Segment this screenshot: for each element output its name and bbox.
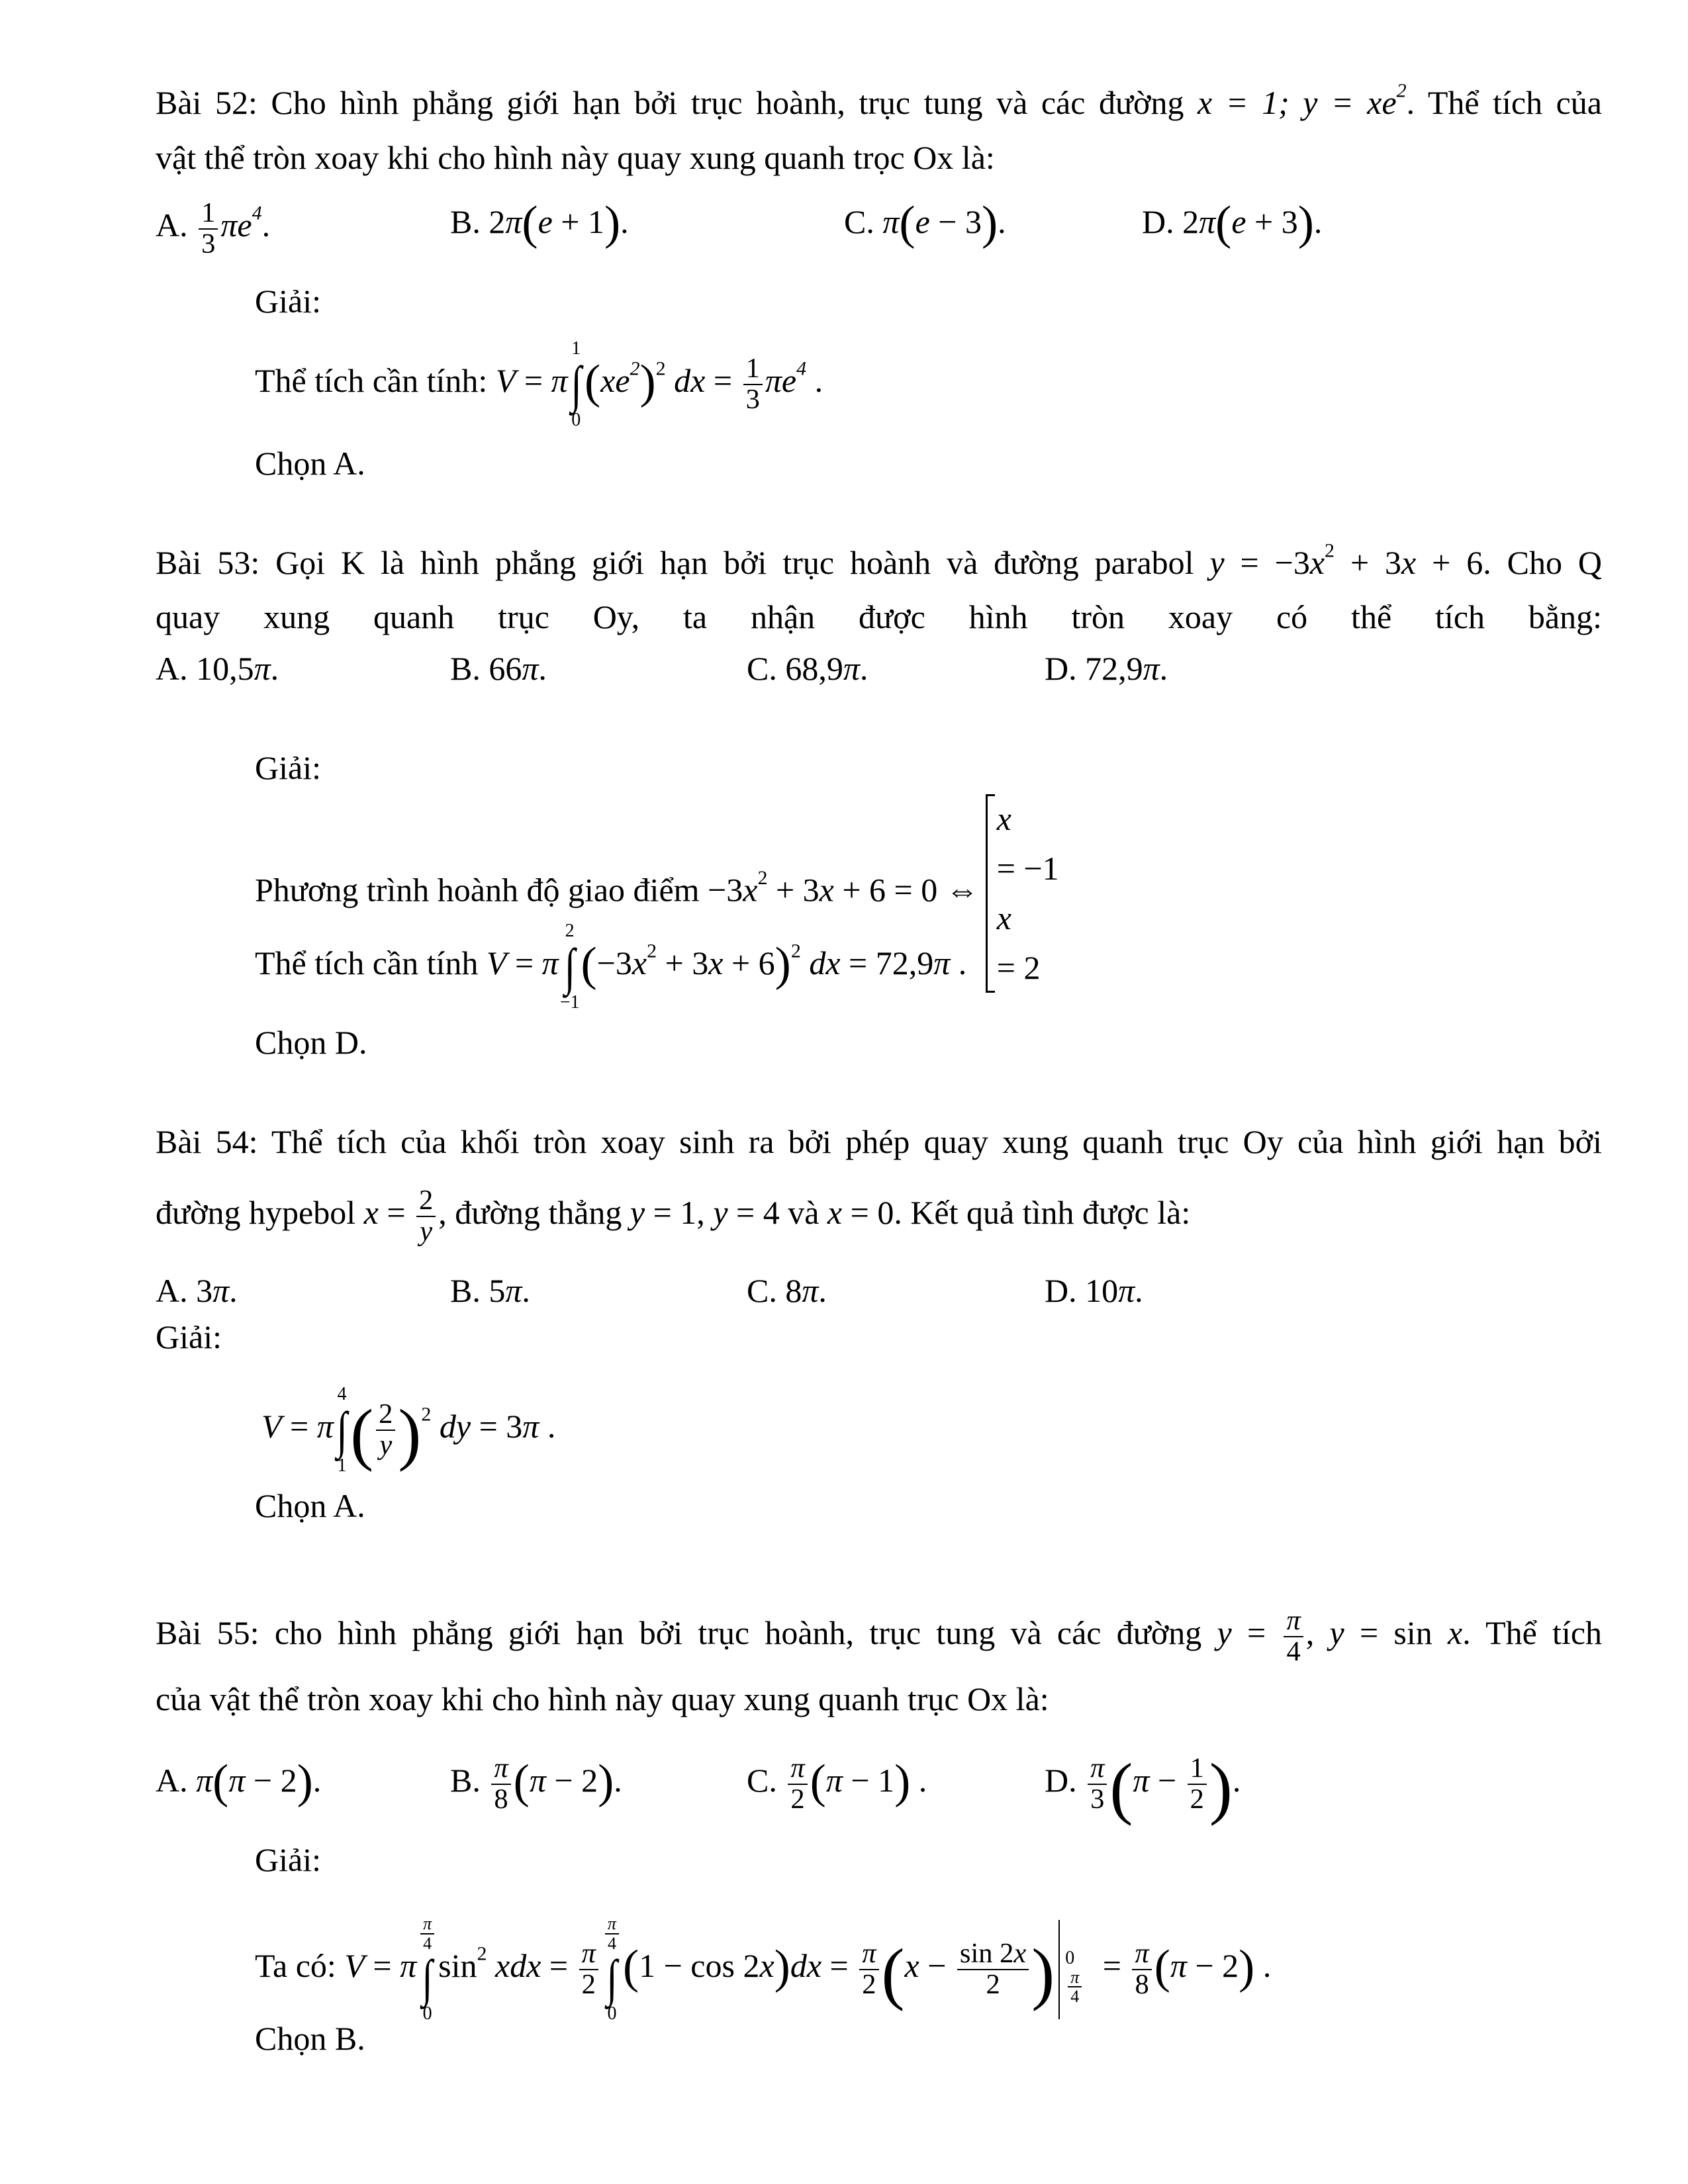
b55-title: Bài 55: [156,1614,259,1651]
b53-solution-2: Thể tích cần tính V = π 2 ∫ −1 $(-3x^2 + 3x + 6)^2$ dx = 72,9π . [255,920,967,1013]
b53-line2: quay xung quanh trục Oy, ta nhận được hình tròn xoay có thể tích bằng: [156,598,1602,635]
b53-answer: Chọn D. [255,1024,367,1061]
b52-line2: vật thể tròn xoay khi cho hình này quay xung quanh trọc Ox là: [156,139,995,176]
b52-curves: x = 1; $y = xe^2$ [1197,79,1407,121]
b52-title: Bài 52: [156,84,258,121]
b55-answer: Chọn B. [255,2020,365,2057]
b54-line1: Bài 54: Thể tích của khối tròn xoay sinh ra bởi phép quay xung quanh trục Oy của hình giới hạn bởi [156,1123,1602,1160]
b52-solution: Thể tích cần tính: V = π 1 ∫ 0 $(xe^2)^2$ dx = $\frac{1}{3}$ $\pi e^4$ . [255,338,823,430]
b54-giai: Giải: [156,1318,222,1355]
b53-system: x = −1 x = 2 [986,794,1059,993]
b52-answer: Chọn A. [255,445,365,482]
b52-line1: Bài 52: Cho hình phẳng giới hạn bởi trục hoành, trục tung và các đường x = 1; $y = xe^2$. Thể tích của [156,79,1602,121]
b53-option-d: D. 72,9π. [1045,650,1168,687]
b54-title: Bài 54: [156,1123,258,1160]
b54-option-a: A. 3π. [156,1272,238,1309]
b55-line2: của vật thể tròn xoay khi cho hình này quay xung quanh trục Ox là: [156,1680,1049,1717]
b55-eval-bar: $\frac{\pi}{4}$ 0 [1058,1920,1094,2019]
b55-option-c: C. $\frac{\pi}{2}$ (π − 1) . [747,1752,927,1815]
b55-option-b: B. $\frac{\pi}{8}$ (π − 2). [450,1752,622,1815]
b54-line2: đường hypebol x = $\frac{2}{y}$ , đường thẳng y = 1, y = 4 và x = 0. Kết quả tình được là: [156,1184,1191,1247]
b53-giai: Giải: [255,749,321,786]
b53-option-b: B. 66π. [450,650,547,687]
b52-option-a: A. $\frac{1}{3}$ $\pi e^4$. [156,197,271,259]
b53-option-a: A. 10,5π. [156,650,279,687]
b54-option-d: D. 10π. [1045,1272,1143,1309]
b52-option-c: C. π(e − 3). [844,195,1006,250]
b52-giai: Giải: [255,283,321,320]
b52-option-b: B. 2π(e + 1). [450,195,629,250]
b53-solution-1: Phương trình hoành độ giao điểm $-3x^2 + 3x + 6 = 0$ ⇔ x = −1 x = 2 [255,794,1602,993]
b54-option-c: C. 8π. [747,1272,827,1309]
b55-giai: Giải: [255,1841,321,1878]
b55-option-a: A. π(π − 2). [156,1754,322,1808]
b54-solution: V = π 4 ∫ 1 ( $\frac{2}{y}$ )$^2$ dy = 3π . [261,1383,556,1476]
b53-parabol: y [1209,544,1225,581]
b53-line1: Bài 53: Gọi K là hình phẳng giới hạn bởi trục hoành và đường parabol $y = -3x^2 + 3x + 6$. Cho Q [156,539,1603,581]
b54-answer: Chọn A. [255,1487,365,1524]
b54-option-b: B. 5π. [450,1272,530,1309]
b55-solution: Ta có: V = π $\frac{\pi}{4}$ ∫ 0 $\sin^2$ xdx = $\frac{\pi}{2}$ $\frac{\pi}{4}$ ∫ 0 (1 − cos 2x)dx = $\frac{\pi}{2}$ (x − $\frac{\sin 2x}{2}$ ) $\frac{\pi}{4}$ 0 = $\frac{\pi}{8}$ (π − 2) . [255,1914,1272,2024]
b53-option-c: C. 68,9π. [747,650,868,687]
b52-option-d: D. 2π(e + 3). [1142,195,1323,250]
b55-option-d: D. $\frac{\pi}{3}$ (π − $\frac{1}{2}$ ). [1045,1749,1241,1827]
b53-title: Bài 53: [156,544,260,581]
b55-line1: Bài 55: cho hình phẳng giới hạn bởi trục hoành, trục tung và các đường y = $\frac{\pi}{4}$ , y = sin x. Thể tích [156,1604,1603,1667]
